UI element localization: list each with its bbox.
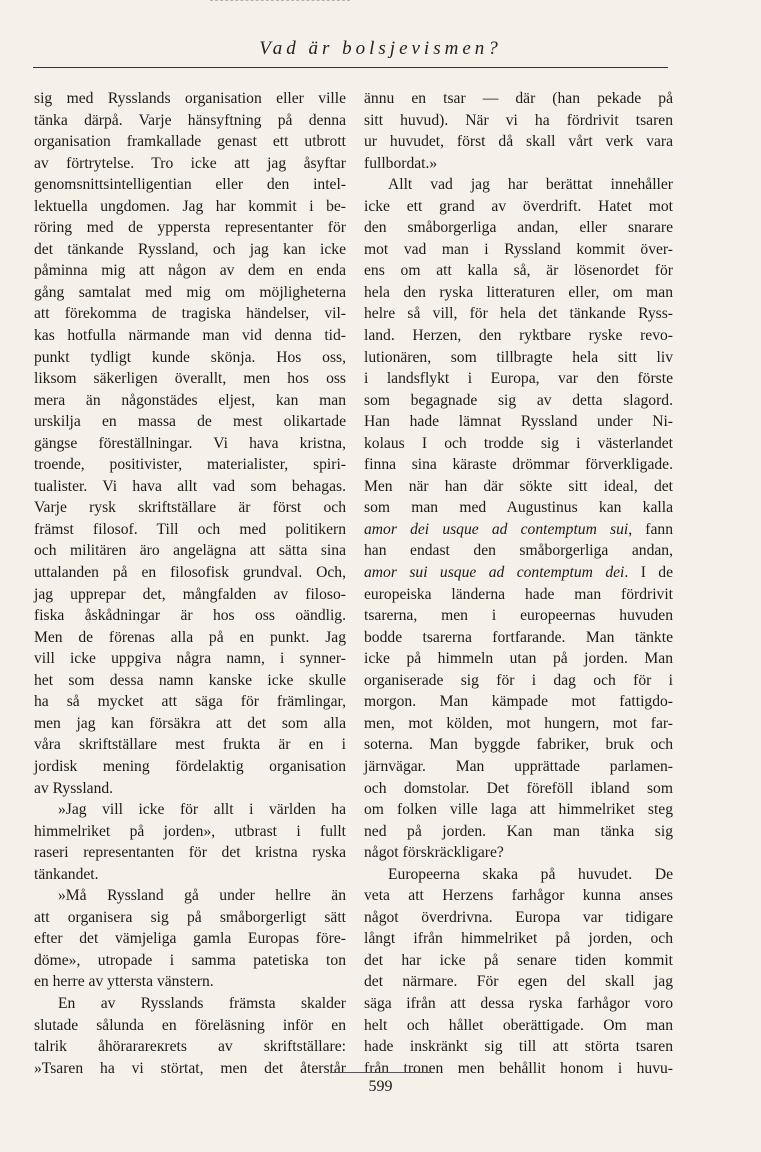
page-header [0,38,761,60]
text-line: sitt huvud). När vi ha fördrivit tsaren [364,111,673,129]
text-line: het som dessa namn kanske icke skulle [34,671,346,689]
text-line: en herre av yttersta vänstern. [34,973,214,991]
text-line: det har icke på senare tiden kommit [364,951,673,969]
text-line: jag upprepar det, mångfalden av filoso- [34,585,346,603]
text-line: gängse föreställningar. Vi hava kristna, [34,434,346,452]
text-line: järnvägar. Man upprättade parlamen- [364,757,673,775]
text-line: uttalanden på en filosofisk grundval. Och, [34,564,346,582]
text-line: Men de förenas alla på en punkt. Jag [34,628,346,646]
text-line: organisation framkallade genast ett utbrott [34,133,346,151]
text-line: hade inskränkt sig till att störta tsaren [364,1038,673,1056]
text-line: att förekomma de tragiska händelser, vil- [34,305,346,323]
text-line: lutionären, som tillbragte hela sitt liv [364,348,673,366]
text-line: organiserade sig för i dag och för i [364,671,673,689]
text-line: slutade sålunda en föreläsning inför en [34,1016,346,1034]
text-line: tualister. Vi hava allt vad som behagas. [34,477,346,495]
text-line: ha så mycket att säga för främlingar, [34,693,346,711]
text-line: hela den ryska litteraturen eller, om man [364,283,673,301]
text-line: troende, positivister, materialister, spiri- [34,456,346,474]
running-title: Vad är bolsjevismen? [259,38,502,59]
text-line: veta att Herzens farhågor kunna anses [364,887,673,905]
text-line: Han hade lämnat Ryssland under Ni- [364,413,673,431]
text-line: kolaus I och trodde sig i västerlandet [364,434,673,452]
text-line: »Må Ryssland gå under hellre än [58,887,346,905]
text-line: långt ifrån himmelriket på jorden, och [364,930,673,948]
text-line: ens om att kalla så, är lösenordet för [364,262,673,280]
text-line: raseri representanten för det kristna ryska [34,844,346,862]
left-column [34,88,346,1079]
text-line: Allt vad jag har berättat innehåller [388,176,673,194]
text-line: något förskräckligare? [364,844,504,862]
text-line: att organisera sig på småborgerligt sätt [34,908,346,926]
text-line: gång samtalat med mig om möjligheterna [34,283,346,301]
text-line: ännu en tsar — där (han pekade på [364,90,673,107]
text-line: efter det vämjeliga gamla Europas före- [34,930,346,948]
text-line: icke på himmeln utan på jorden. Man [364,650,673,668]
text-line: europeiska länderna hade man fördrivit [364,585,673,603]
text-line: i landsflykt i Europa, var den förste [364,370,673,388]
text-line: amor dei usque ad contemptum sui, fann [364,520,673,538]
text-line: bodde tsarerna fortfarande. Man tänkte [364,628,673,646]
text-line: mera än någonstädes eljest, kan man [34,391,346,409]
text-line: och militären äro angelägna att sätta sina [34,542,346,560]
text-line: som begagnade sig av detta slagord. [364,391,673,409]
text-line: talrik åhörarareкrets av skriftställare: [34,1038,346,1056]
text-line: sig med Rysslands organisation eller ville [34,90,346,107]
text-line: påminna mig att någon av dem en enda [34,262,346,280]
text-line: från tronen men behållit honom i huvu- [364,1059,673,1077]
text-line: »Jag vill icke för allt i världen ha [58,801,346,819]
text-line: den småborgerliga andan, eller snarare [364,219,673,237]
text-line: om folken ville laga att himmelriket steg [364,801,673,819]
text-line: ur huvudet, först då skall vårt verk vara [364,133,673,151]
text-line: vill icke uppgiva några namn, i synner- [34,650,346,668]
text-line: »Tsaren ha vi störtat, men det återstår [34,1059,346,1077]
text-line: ned på jorden. Kan man tänka sig [364,822,673,840]
text-line: röring med de yppersta representanter för [34,219,346,237]
text-line: Varje rysk skriftställare är först och [34,499,346,517]
text-line: det tänkande Ryssland, och jag kan icke [34,240,346,258]
text-line: morgon. Man kämpade mot fattigdo- [364,693,673,711]
text-line: himmelriket på jorden», utbrast i fullt [34,822,346,840]
right-column [364,88,673,1079]
text-line: det närmare. För egen del skall jag [364,973,673,991]
text-line: som man med Augustinus kan kalla [364,499,673,517]
text-line: punkt tydligt kunde skönja. Hos oss, [34,348,346,366]
text-line: och domstolar. Det föreföll ibland som [364,779,673,797]
text-line: land. Herzen, den ryktbare ryske revo- [364,327,673,345]
text-line: våra skriftställare mest frukta är en i [34,736,346,754]
text-line: helt och hållet oberättigade. Om man [364,1016,673,1034]
text-line: En av Rysslands främsta skalder [58,994,346,1012]
page-edge-mark [210,0,350,4]
text-line: mot vad man i Ryssland kommit över- [364,240,673,258]
text-line: genomsnittsintelligentian eller den intel- [34,176,346,194]
text-line: soterna. Man byggde fabriker, bruk och [364,736,673,754]
footer-rule [330,1072,430,1073]
page-number: 599 [368,1078,393,1095]
text-line: lektuella ungdomen. Jag har kommit i be- [34,197,346,215]
text-line: kas hotfulla närmande man vid denna tid- [34,327,346,345]
text-line: döme», utropade i samma patetiska ton [34,951,346,969]
text-line: jordisk mening fördelaktig organisation [34,757,346,775]
text-line: han endast den småborgerliga andan, [364,542,673,560]
text-line: tsarerna, men i europeernas huvuden [364,607,673,625]
text-line: fullbordat.» [364,154,438,172]
text-line: liksom säkerligen överallt, men hos oss [34,370,346,388]
text-line: Europeerna skaka på huvudet. De [388,865,673,883]
text-line: tänka därpå. Varje hänsyftning på denna [34,111,346,129]
text-line: men jag kan försäkra att det som alla [34,714,346,732]
text-line: amor sui usque ad contemptum dei. I de [364,564,674,582]
text-line: helre så vill, för hela det tänkande Ryss- [364,305,673,323]
text-line: något överdrivna. Europa var tidigare [364,908,673,926]
text-line: icke ett grand av överdrift. Hatet mot [364,197,673,215]
header-rule [33,67,668,68]
text-line: men, mot kölden, mot hungern, mot far- [364,714,673,732]
text-line: Men när han där sökte sitt ideal, det [364,477,673,495]
text-line: säga ifrån att dessa ryska farhågor voro [364,994,673,1012]
text-line: av Ryssland. [34,779,114,797]
text-line: finna sina käraste drömmar förverkligade. [364,456,673,474]
text-line: tänkandet. [34,865,99,883]
text-line: fiska åskådningar är hos oss oändlig. [34,607,346,625]
text-line: av förtrytelse. Tro icke att jag åsyftar [34,154,346,172]
text-line: främst filosof. Till och med politikern [34,520,346,538]
text-line: urskilja en massa de mest olikartade [34,413,346,431]
